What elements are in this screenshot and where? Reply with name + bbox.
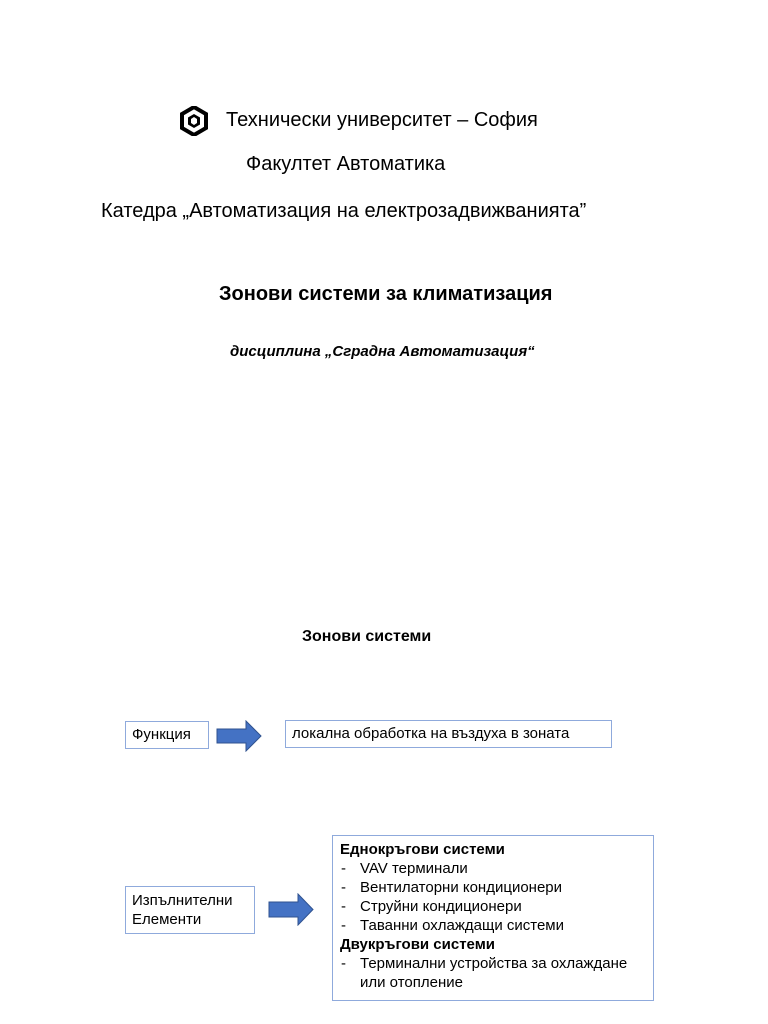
right-arrow-icon (268, 893, 314, 926)
function-label-box (125, 721, 209, 749)
elements-label-line1: Изпълнителни (132, 892, 233, 909)
list-item: - Терминални устройства за охлаждане или отопление (340, 954, 646, 992)
single-circuit-list (340, 859, 646, 935)
function-value: локална обработка на въздуха в зоната (292, 725, 570, 742)
elements-list-box (332, 835, 654, 1001)
university-name: Технически университет – София (226, 109, 538, 131)
discipline-subtitle: дисциплина „Сградна Автоматизация“ (230, 343, 535, 360)
list-item: - Вентилаторни кондиционери (340, 878, 646, 897)
list-item: - Таванни охлаждащи системи (340, 916, 646, 935)
department-name: Катедра „Автоматизация на електрозадвижванията” (101, 200, 587, 222)
dual-circuit-list (340, 954, 646, 992)
elements-label-box (125, 886, 255, 934)
group-heading-single-circuit: Еднокръгови системи (340, 841, 505, 858)
faculty-name: Факултет Автоматика (246, 153, 446, 175)
function-value-box (285, 720, 612, 748)
list-item: - VAV терминали (340, 859, 646, 878)
section-title: Зонови системи (302, 628, 432, 645)
function-label: Функция (132, 726, 191, 743)
document-title: Зонови системи за климатизация (219, 283, 553, 305)
list-item: - Струйни кондиционери (340, 897, 646, 916)
elements-label-line2: Елементи (132, 911, 202, 928)
group-heading-dual-circuit: Двукръгови системи (340, 936, 496, 953)
university-logo-icon (179, 106, 209, 136)
right-arrow-icon (216, 720, 262, 752)
